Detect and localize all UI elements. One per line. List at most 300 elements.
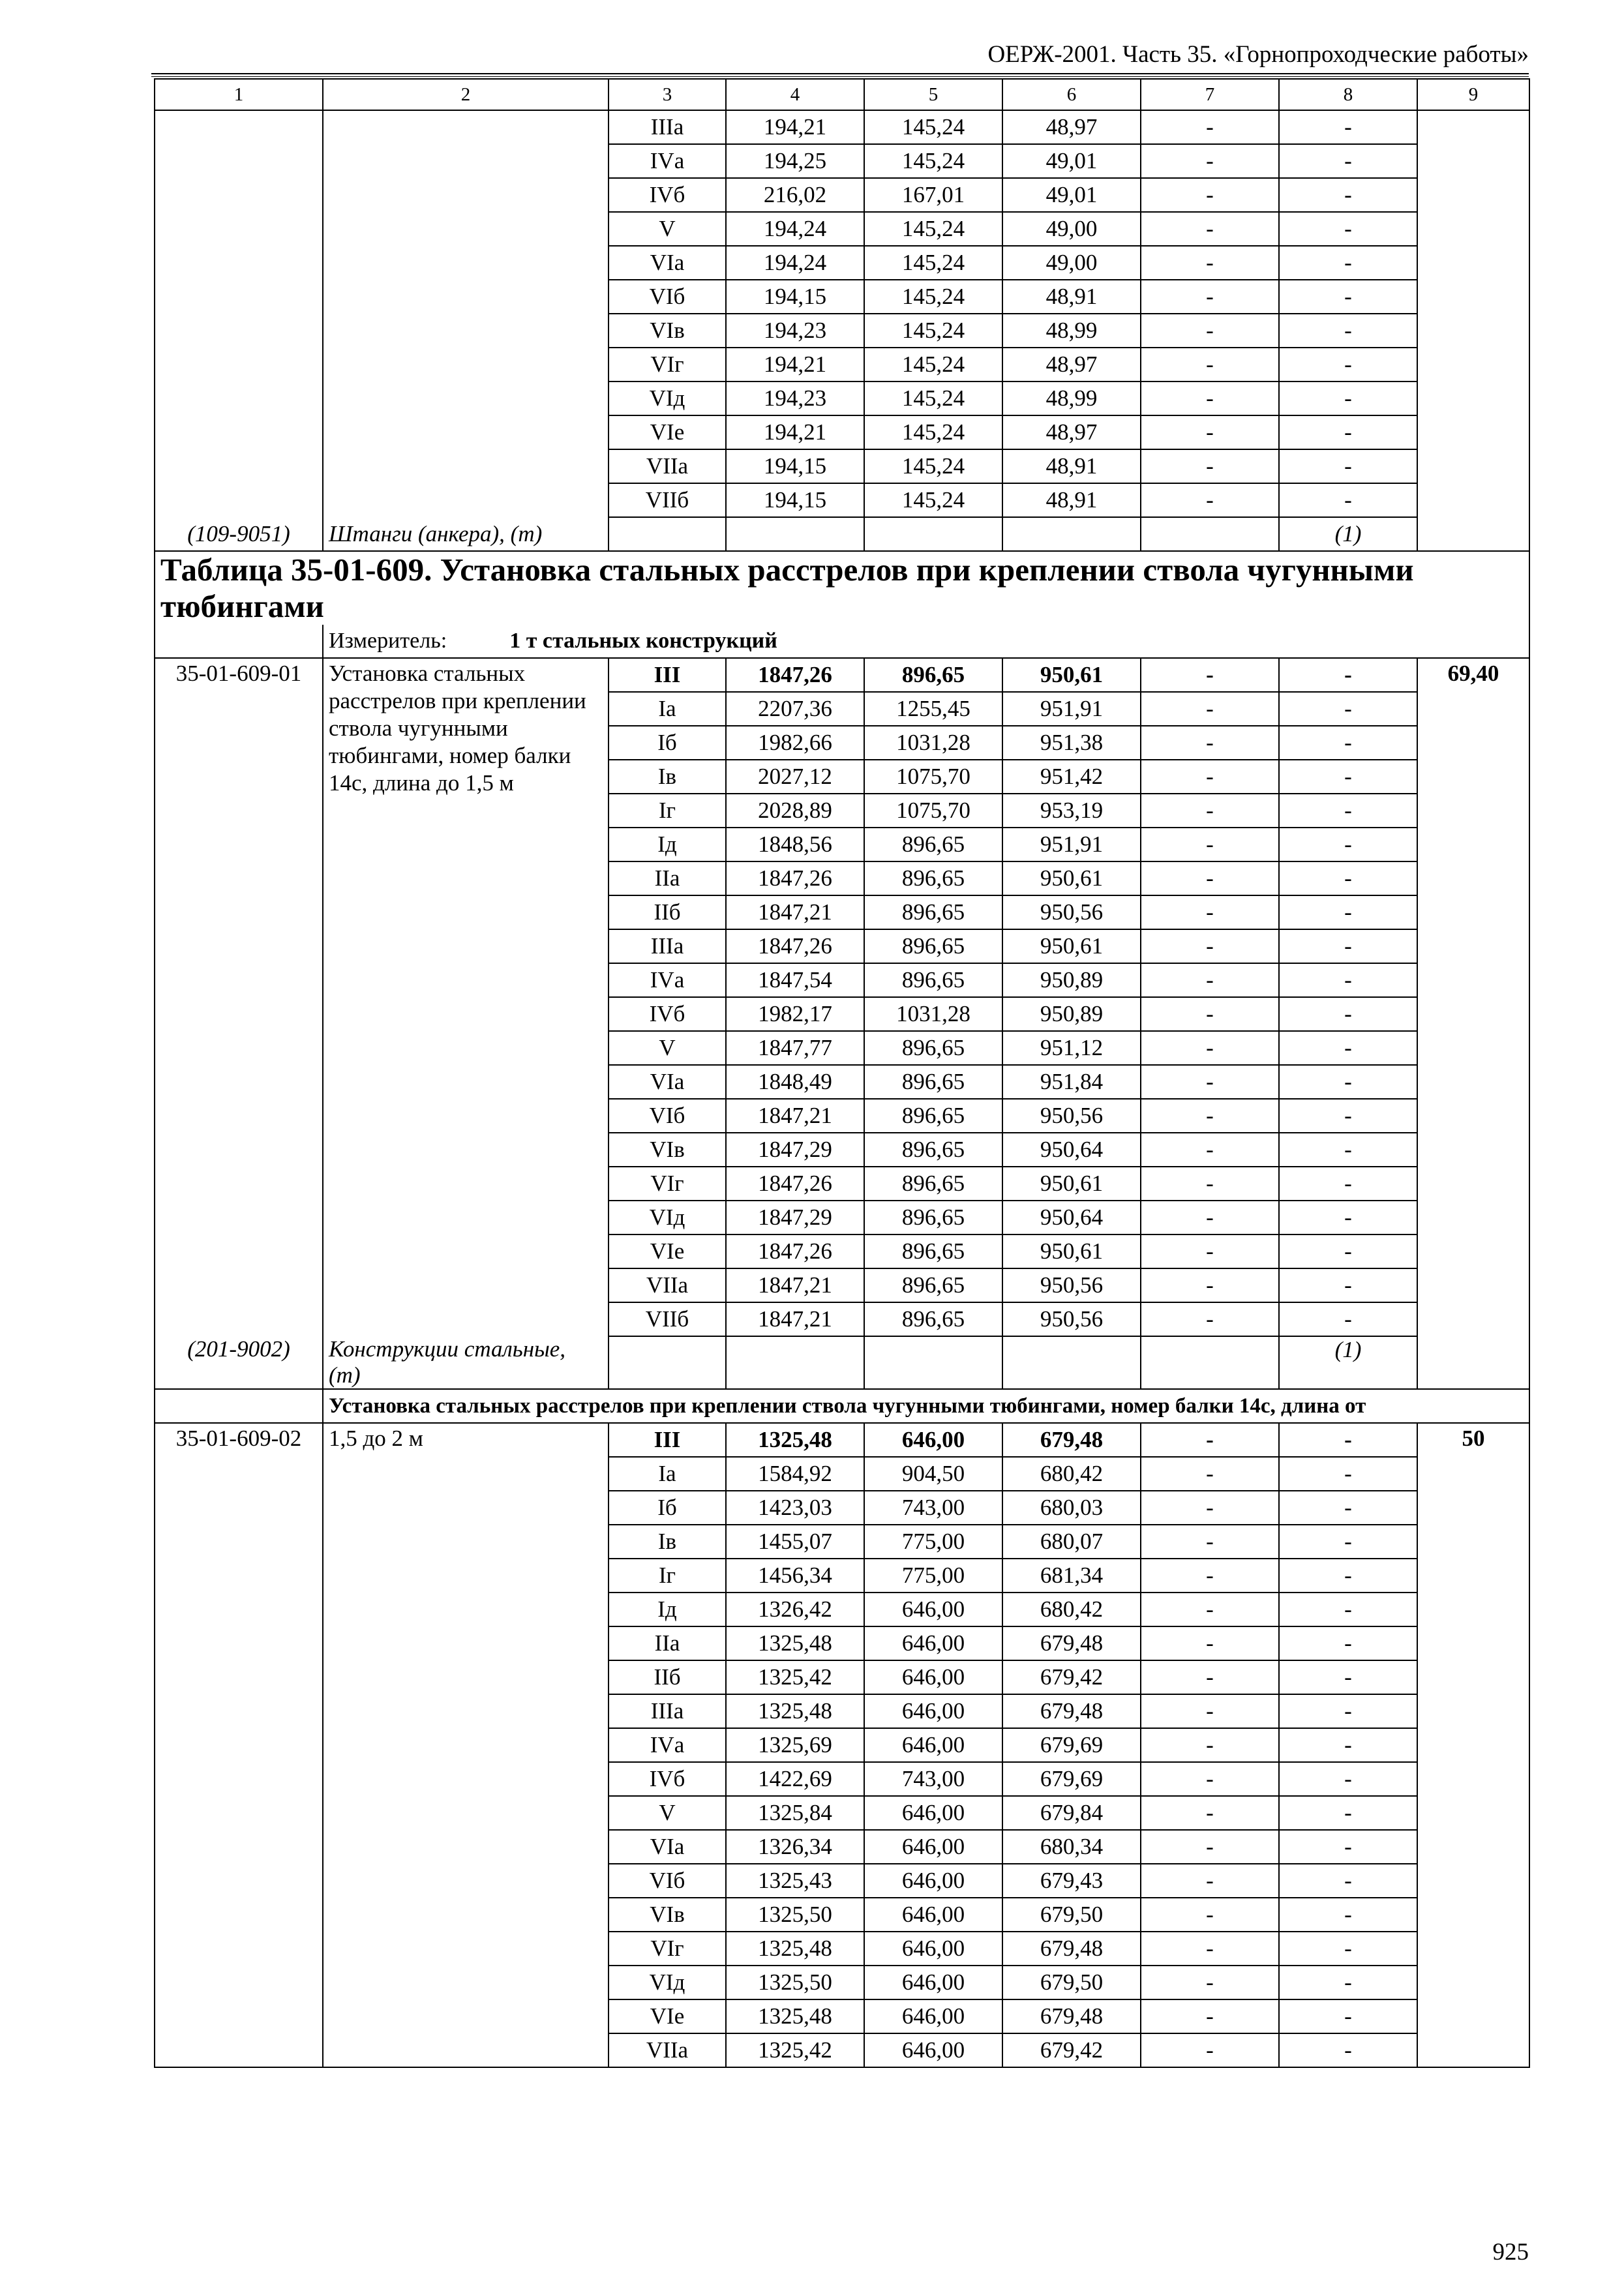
machines-cell: 49,01 xyxy=(1002,178,1141,212)
materials-cell: - xyxy=(1279,1966,1417,1999)
materials-cell: - xyxy=(1279,246,1417,280)
zone-cell: IVа xyxy=(609,1728,726,1762)
machines-cell: 680,42 xyxy=(1002,1593,1141,1626)
col7-cell: - xyxy=(1141,1167,1279,1201)
direct-cost-cell: 194,21 xyxy=(726,348,864,382)
labor-cell: 646,00 xyxy=(864,1593,1002,1626)
machines-cell: 679,69 xyxy=(1002,1762,1141,1796)
labor-cell: 167,01 xyxy=(864,178,1002,212)
labor-cell: 1075,70 xyxy=(864,794,1002,828)
column-number: 9 xyxy=(1417,79,1529,110)
code-cell xyxy=(155,110,323,517)
zone-cell: Iа xyxy=(609,692,726,726)
machines-cell: 48,99 xyxy=(1002,314,1141,348)
col7-cell: - xyxy=(1141,246,1279,280)
labor-cell: 896,65 xyxy=(864,1167,1002,1201)
col7-cell: - xyxy=(1141,1593,1279,1626)
zone-cell: VIб xyxy=(609,280,726,314)
materials-cell: - xyxy=(1279,2033,1417,2067)
page-number: 925 xyxy=(1492,2239,1529,2266)
machines-cell: 679,48 xyxy=(1002,1626,1141,1660)
direct-cost-cell: 1584,92 xyxy=(726,1457,864,1491)
zone-cell: VIг xyxy=(609,1167,726,1201)
zone-cell: IVа xyxy=(609,144,726,178)
materials-cell: - xyxy=(1279,1099,1417,1133)
col7-cell: - xyxy=(1141,449,1279,483)
machines-cell: 953,19 xyxy=(1002,794,1141,828)
machines-cell: 680,42 xyxy=(1002,1457,1141,1491)
header-rule xyxy=(151,73,1529,77)
materials-cell: - xyxy=(1279,760,1417,794)
direct-cost-cell: 194,24 xyxy=(726,212,864,246)
zone-cell: IIб xyxy=(609,1660,726,1694)
zone-cell: VIв xyxy=(609,1898,726,1932)
labor-cell: 896,65 xyxy=(864,828,1002,861)
col7-cell: - xyxy=(1141,760,1279,794)
machines-cell: 679,48 xyxy=(1002,1932,1141,1966)
direct-cost-cell: 194,15 xyxy=(726,449,864,483)
zone-cell: VIв xyxy=(609,1133,726,1167)
resource-row xyxy=(155,1336,1529,1389)
labor-cell: 145,24 xyxy=(864,246,1002,280)
materials-cell: - xyxy=(1279,280,1417,314)
direct-cost-cell: 1847,26 xyxy=(726,861,864,895)
col7-cell: - xyxy=(1141,1099,1279,1133)
description-line: ствола чугунными xyxy=(329,715,508,741)
zone-cell: IIIа xyxy=(609,929,726,963)
zone-cell: VIIа xyxy=(609,2033,726,2067)
materials-cell: - xyxy=(1279,1593,1417,1626)
zone-cell: IVа xyxy=(609,963,726,997)
materials-cell: - xyxy=(1279,692,1417,726)
machines-cell: 951,12 xyxy=(1002,1031,1141,1065)
zone-cell: Iд xyxy=(609,828,726,861)
materials-cell: - xyxy=(1279,1065,1417,1099)
labor-cell: 775,00 xyxy=(864,1559,1002,1593)
col7-cell: - xyxy=(1141,1302,1279,1336)
col7-cell: - xyxy=(1141,1133,1279,1167)
materials-cell: - xyxy=(1279,895,1417,929)
materials-cell: - xyxy=(1279,382,1417,415)
direct-cost-cell: 1325,48 xyxy=(726,1626,864,1660)
zone-cell: IIа xyxy=(609,861,726,895)
machines-cell: 950,89 xyxy=(1002,997,1141,1031)
labor-cell: 646,00 xyxy=(864,1423,1002,1457)
machines-cell: 49,00 xyxy=(1002,246,1141,280)
direct-cost-cell: 1325,42 xyxy=(726,1660,864,1694)
item-description xyxy=(323,658,609,1336)
direct-cost-cell: 194,21 xyxy=(726,415,864,449)
resource-name xyxy=(323,1336,609,1389)
direct-cost-cell: 1326,34 xyxy=(726,1830,864,1864)
materials-cell: - xyxy=(1279,144,1417,178)
col7-cell: - xyxy=(1141,1626,1279,1660)
direct-cost-cell: 194,24 xyxy=(726,246,864,280)
materials-cell: - xyxy=(1279,963,1417,997)
col7-cell: - xyxy=(1141,1423,1279,1457)
direct-cost-cell: 1325,50 xyxy=(726,1966,864,1999)
zone-cell: Iг xyxy=(609,794,726,828)
zone-cell: IIIа xyxy=(609,1694,726,1728)
col7-cell: - xyxy=(1141,929,1279,963)
materials-cell: - xyxy=(1279,1423,1417,1457)
column-number-row xyxy=(155,79,1529,110)
col7-cell: - xyxy=(1141,794,1279,828)
item-heading: Установка стальных расстрелов при креплении ствола чугунными тюбингами, номер балки 14с, длина от xyxy=(323,1389,1529,1423)
direct-cost-cell: 1847,26 xyxy=(726,929,864,963)
materials-cell: - xyxy=(1279,1268,1417,1302)
zone-cell: VIа xyxy=(609,246,726,280)
labor-cell: 145,24 xyxy=(864,449,1002,483)
machines-cell: 950,64 xyxy=(1002,1133,1141,1167)
direct-cost-cell: 216,02 xyxy=(726,178,864,212)
col7-cell: - xyxy=(1141,1999,1279,2033)
resource-name: Штанги (анкера), (т) xyxy=(323,517,609,551)
labor-cell: 896,65 xyxy=(864,963,1002,997)
col7-cell: - xyxy=(1141,692,1279,726)
col7-cell: - xyxy=(1141,1694,1279,1728)
labor-cell: 896,65 xyxy=(864,895,1002,929)
col7-cell: - xyxy=(1141,1201,1279,1234)
direct-cost-cell: 1325,48 xyxy=(726,1423,864,1457)
zone-cell: Iб xyxy=(609,1491,726,1525)
materials-cell: - xyxy=(1279,1031,1417,1065)
description-line: 14с, длина до 1,5 м xyxy=(329,770,514,796)
materials-cell: - xyxy=(1279,1559,1417,1593)
direct-cost-cell: 1847,26 xyxy=(726,658,864,692)
direct-cost-cell: 1847,54 xyxy=(726,963,864,997)
item-heading-row xyxy=(155,1389,1529,1423)
direct-cost-cell: 1848,56 xyxy=(726,828,864,861)
zone-cell: III xyxy=(609,1423,726,1457)
materials-cell: - xyxy=(1279,1525,1417,1559)
machines-cell: 48,91 xyxy=(1002,449,1141,483)
materials-cell: - xyxy=(1279,828,1417,861)
table-title: Таблица 35-01-609. Установка стальных расстрелов при креплении ствола чугунными тюбингами xyxy=(155,551,1529,625)
zone-cell: Iв xyxy=(609,1525,726,1559)
labor-cell: 145,24 xyxy=(864,348,1002,382)
column-number: 3 xyxy=(609,79,726,110)
price-table xyxy=(154,78,1530,2068)
resource-qty: (1) xyxy=(1279,517,1417,551)
labor-cell: 145,24 xyxy=(864,212,1002,246)
zone-cell: Iа xyxy=(609,1457,726,1491)
materials-cell: - xyxy=(1279,415,1417,449)
zone-cell: IVб xyxy=(609,997,726,1031)
materials-cell: - xyxy=(1279,1762,1417,1796)
zone-cell: VIе xyxy=(609,1234,726,1268)
measure-label: Измеритель: xyxy=(329,629,447,653)
machines-cell: 680,07 xyxy=(1002,1525,1141,1559)
labor-cell: 1075,70 xyxy=(864,760,1002,794)
col7-cell: - xyxy=(1141,1864,1279,1898)
col7-cell: - xyxy=(1141,1457,1279,1491)
labor-cell: 896,65 xyxy=(864,1268,1002,1302)
materials-cell: - xyxy=(1279,658,1417,692)
col7-cell: - xyxy=(1141,1796,1279,1830)
direct-cost-cell: 1325,50 xyxy=(726,1898,864,1932)
zone-cell: VIа xyxy=(609,1830,726,1864)
labor-cell: 646,00 xyxy=(864,1898,1002,1932)
machines-cell: 49,00 xyxy=(1002,212,1141,246)
labor-cell: 743,00 xyxy=(864,1762,1002,1796)
direct-cost-cell: 194,23 xyxy=(726,382,864,415)
labor-cell: 145,24 xyxy=(864,415,1002,449)
machines-cell: 950,61 xyxy=(1002,658,1141,692)
zone-cell: VIIа xyxy=(609,449,726,483)
labor-cell: 743,00 xyxy=(864,1491,1002,1525)
direct-cost-cell: 1325,48 xyxy=(726,1999,864,2033)
machines-cell: 950,56 xyxy=(1002,1099,1141,1133)
table-row xyxy=(155,658,1529,692)
item-description: 1,5 до 2 м xyxy=(323,1423,609,2067)
labor-cell: 145,24 xyxy=(864,382,1002,415)
materials-cell: - xyxy=(1279,794,1417,828)
resource-name-line: Конструкции стальные, xyxy=(329,1336,566,1362)
zone-cell: VIг xyxy=(609,1932,726,1966)
zone-cell: Iг xyxy=(609,1559,726,1593)
zone-cell: IVб xyxy=(609,178,726,212)
direct-cost-cell: 1847,21 xyxy=(726,895,864,929)
zone-cell: VIа xyxy=(609,1065,726,1099)
machines-cell: 679,69 xyxy=(1002,1728,1141,1762)
labor-cell: 145,24 xyxy=(864,144,1002,178)
zone-cell: VIе xyxy=(609,415,726,449)
direct-cost-cell: 1422,69 xyxy=(726,1762,864,1796)
zone-cell: VIд xyxy=(609,382,726,415)
labor-cell: 1031,28 xyxy=(864,997,1002,1031)
materials-cell: - xyxy=(1279,449,1417,483)
zone-cell: VIIб xyxy=(609,483,726,517)
item-code: 35-01-609-01 xyxy=(155,658,323,1336)
col7-cell: - xyxy=(1141,178,1279,212)
column-number: 4 xyxy=(726,79,864,110)
col7-cell: - xyxy=(1141,997,1279,1031)
zone-cell: VIг xyxy=(609,348,726,382)
col7-cell: - xyxy=(1141,1660,1279,1694)
materials-cell: - xyxy=(1279,929,1417,963)
col7-cell: - xyxy=(1141,110,1279,144)
machines-cell: 950,89 xyxy=(1002,963,1141,997)
col7-cell: - xyxy=(1141,861,1279,895)
labor-cell: 145,24 xyxy=(864,483,1002,517)
resource-code: (201-9002) xyxy=(155,1336,323,1389)
machines-cell: 950,61 xyxy=(1002,1234,1141,1268)
materials-cell: - xyxy=(1279,1728,1417,1762)
zone-cell: VIб xyxy=(609,1864,726,1898)
labor-cell: 145,24 xyxy=(864,110,1002,144)
machines-cell: 679,42 xyxy=(1002,1660,1141,1694)
measure-row xyxy=(155,625,1529,658)
column-number: 2 xyxy=(323,79,609,110)
direct-cost-cell: 1423,03 xyxy=(726,1491,864,1525)
materials-cell: - xyxy=(1279,1626,1417,1660)
column-number: 5 xyxy=(864,79,1002,110)
col7-cell: - xyxy=(1141,415,1279,449)
table-title-row xyxy=(155,551,1529,625)
col7-cell: - xyxy=(1141,658,1279,692)
zone-cell: Iд xyxy=(609,1593,726,1626)
col7-cell: - xyxy=(1141,1966,1279,1999)
direct-cost-cell: 1325,69 xyxy=(726,1728,864,1762)
col7-cell: - xyxy=(1141,1898,1279,1932)
labor-cell: 896,65 xyxy=(864,1234,1002,1268)
machines-cell: 951,91 xyxy=(1002,828,1141,861)
direct-cost-cell: 2207,36 xyxy=(726,692,864,726)
column-number: 7 xyxy=(1141,79,1279,110)
materials-cell: - xyxy=(1279,1898,1417,1932)
table-row xyxy=(155,110,1529,144)
materials-cell: - xyxy=(1279,178,1417,212)
item-code: 35-01-609-02 xyxy=(155,1423,323,2067)
table-row xyxy=(155,1423,1529,1457)
machines-cell: 48,91 xyxy=(1002,280,1141,314)
machines-cell: 679,50 xyxy=(1002,1966,1141,1999)
materials-cell: - xyxy=(1279,726,1417,760)
table-body xyxy=(155,79,1529,2067)
machines-cell: 679,84 xyxy=(1002,1796,1141,1830)
labor-cell: 896,65 xyxy=(864,658,1002,692)
materials-cell: - xyxy=(1279,348,1417,382)
labor-cell: 646,00 xyxy=(864,1864,1002,1898)
materials-cell: - xyxy=(1279,1694,1417,1728)
col7-cell: - xyxy=(1141,1830,1279,1864)
zone-cell: Iв xyxy=(609,760,726,794)
zone-cell: IIIа xyxy=(609,110,726,144)
item-col9: 50 xyxy=(1417,1423,1529,2067)
col7-cell: - xyxy=(1141,1031,1279,1065)
direct-cost-cell: 1456,34 xyxy=(726,1559,864,1593)
col7-cell: - xyxy=(1141,726,1279,760)
direct-cost-cell: 1982,17 xyxy=(726,997,864,1031)
machines-cell: 48,97 xyxy=(1002,415,1141,449)
col7-cell: - xyxy=(1141,1559,1279,1593)
labor-cell: 646,00 xyxy=(864,1796,1002,1830)
zone-cell: VIе xyxy=(609,1999,726,2033)
labor-cell: 896,65 xyxy=(864,929,1002,963)
direct-cost-cell: 194,25 xyxy=(726,144,864,178)
direct-cost-cell: 2027,12 xyxy=(726,760,864,794)
direct-cost-cell: 1325,48 xyxy=(726,1694,864,1728)
zone-cell: IVб xyxy=(609,1762,726,1796)
col7-cell: - xyxy=(1141,895,1279,929)
labor-cell: 896,65 xyxy=(864,1302,1002,1336)
zone-cell: III xyxy=(609,658,726,692)
direct-cost-cell: 1847,29 xyxy=(726,1133,864,1167)
col9-cell xyxy=(1417,110,1529,551)
materials-cell: - xyxy=(1279,1796,1417,1830)
direct-cost-cell: 194,23 xyxy=(726,314,864,348)
labor-cell: 646,00 xyxy=(864,1966,1002,1999)
direct-cost-cell: 1848,49 xyxy=(726,1065,864,1099)
labor-cell: 145,24 xyxy=(864,280,1002,314)
direct-cost-cell: 1847,21 xyxy=(726,1099,864,1133)
machines-cell: 950,64 xyxy=(1002,1201,1141,1234)
col7-cell: - xyxy=(1141,1762,1279,1796)
machines-cell: 679,43 xyxy=(1002,1864,1141,1898)
machines-cell: 48,91 xyxy=(1002,483,1141,517)
col7-cell: - xyxy=(1141,828,1279,861)
description-line: тюбингами, номер балки xyxy=(329,743,571,768)
direct-cost-cell: 2028,89 xyxy=(726,794,864,828)
labor-cell: 1031,28 xyxy=(864,726,1002,760)
materials-cell: - xyxy=(1279,1999,1417,2033)
zone-cell: Iб xyxy=(609,726,726,760)
resource-name-line: (т) xyxy=(329,1362,361,1388)
zone-cell: VIв xyxy=(609,314,726,348)
machines-cell: 679,48 xyxy=(1002,1694,1141,1728)
labor-cell: 896,65 xyxy=(864,1099,1002,1133)
materials-cell: - xyxy=(1279,1660,1417,1694)
labor-cell: 775,00 xyxy=(864,1525,1002,1559)
direct-cost-cell: 1325,42 xyxy=(726,2033,864,2067)
description-line: расстрелов при креплении xyxy=(329,688,586,713)
machines-cell: 679,50 xyxy=(1002,1898,1141,1932)
labor-cell: 646,00 xyxy=(864,1660,1002,1694)
machines-cell: 680,03 xyxy=(1002,1491,1141,1525)
labor-cell: 145,24 xyxy=(864,314,1002,348)
materials-cell: - xyxy=(1279,110,1417,144)
machines-cell: 950,61 xyxy=(1002,1167,1141,1201)
materials-cell: - xyxy=(1279,997,1417,1031)
description-cell xyxy=(323,110,609,517)
machines-cell: 950,61 xyxy=(1002,929,1141,963)
direct-cost-cell: 1326,42 xyxy=(726,1593,864,1626)
materials-cell: - xyxy=(1279,1234,1417,1268)
labor-cell: 896,65 xyxy=(864,1133,1002,1167)
machines-cell: 679,42 xyxy=(1002,2033,1141,2067)
direct-cost-cell: 194,15 xyxy=(726,280,864,314)
labor-cell: 646,00 xyxy=(864,1728,1002,1762)
direct-cost-cell: 1325,84 xyxy=(726,1796,864,1830)
materials-cell: - xyxy=(1279,212,1417,246)
zone-cell: VIд xyxy=(609,1201,726,1234)
machines-cell: 950,56 xyxy=(1002,895,1141,929)
materials-cell: - xyxy=(1279,1457,1417,1491)
machines-cell: 49,01 xyxy=(1002,144,1141,178)
column-number: 1 xyxy=(155,79,323,110)
col7-cell: - xyxy=(1141,382,1279,415)
col7-cell: - xyxy=(1141,483,1279,517)
col7-cell: - xyxy=(1141,1268,1279,1302)
zone-cell: VIIа xyxy=(609,1268,726,1302)
machines-cell: 48,99 xyxy=(1002,382,1141,415)
direct-cost-cell: 1847,77 xyxy=(726,1031,864,1065)
machines-cell: 951,38 xyxy=(1002,726,1141,760)
item-col9: 69,40 xyxy=(1417,658,1529,1389)
materials-cell: - xyxy=(1279,861,1417,895)
col7-cell: - xyxy=(1141,1525,1279,1559)
direct-cost-cell: 194,15 xyxy=(726,483,864,517)
direct-cost-cell: 1847,21 xyxy=(726,1302,864,1336)
direct-cost-cell: 1982,66 xyxy=(726,726,864,760)
labor-cell: 646,00 xyxy=(864,1999,1002,2033)
zone-cell: VIд xyxy=(609,1966,726,1999)
materials-cell: - xyxy=(1279,1133,1417,1167)
machines-cell: 679,48 xyxy=(1002,1423,1141,1457)
materials-cell: - xyxy=(1279,1491,1417,1525)
column-number: 8 xyxy=(1279,79,1417,110)
materials-cell: - xyxy=(1279,1302,1417,1336)
col7-cell: - xyxy=(1141,2033,1279,2067)
labor-cell: 646,00 xyxy=(864,1626,1002,1660)
col7-cell: - xyxy=(1141,144,1279,178)
machines-cell: 679,48 xyxy=(1002,1999,1141,2033)
column-number: 6 xyxy=(1002,79,1141,110)
direct-cost-cell: 1455,07 xyxy=(726,1525,864,1559)
labor-cell: 896,65 xyxy=(864,861,1002,895)
machines-cell: 951,91 xyxy=(1002,692,1141,726)
